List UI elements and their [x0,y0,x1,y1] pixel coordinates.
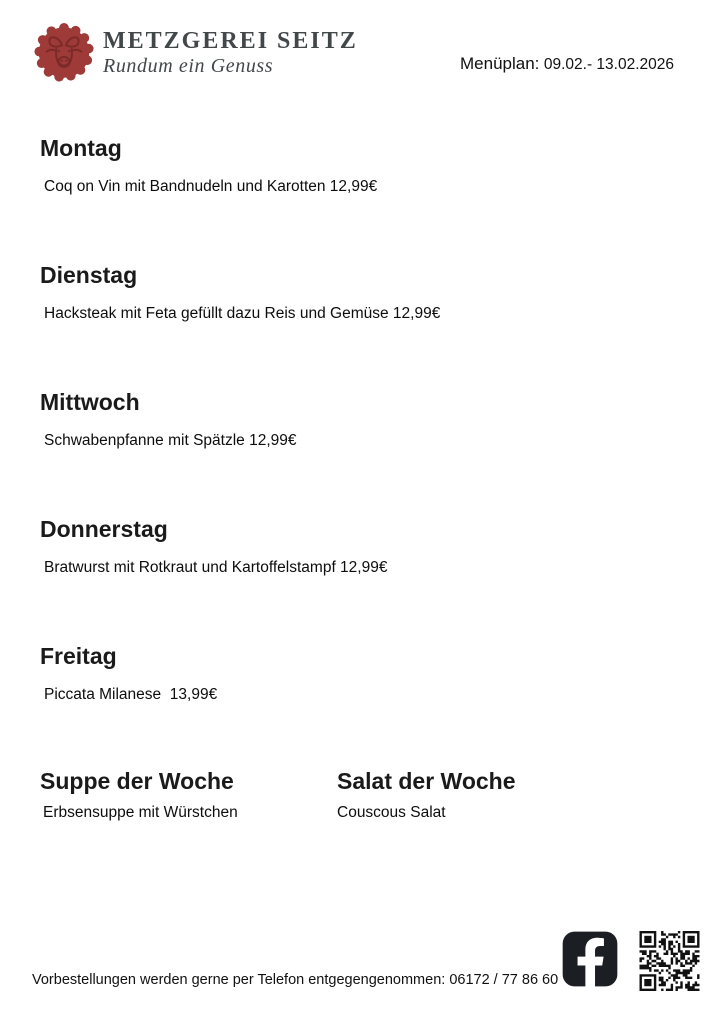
facebook-icon[interactable] [562,931,618,987]
weekly-dish: Couscous Salat [337,804,446,821]
metzgerei-seitz-logo [33,21,358,84]
day-section-montag [40,135,680,195]
weekly-section-salat [337,768,637,821]
weekly-dish: Erbsensuppe mit Würstchen [43,804,238,821]
day-dish: Schwabenpfanne mit Spätzle 12,99€ [44,432,297,449]
brand-name: METZGEREI SEITZ [103,28,358,54]
day-section-mittwoch [40,389,680,449]
weekly-heading: Salat der Woche [337,768,516,794]
menu-plan-label: Menüplan: [460,54,540,73]
menu-plan-dates [460,54,674,74]
day-heading: Dienstag [40,262,138,288]
day-dish: Coq on Vin mit Bandnudeln und Karotten 12,99€ [44,178,378,195]
weekly-heading: Suppe der Woche [40,768,234,794]
day-dish: Piccata Milanese 13,99€ [44,686,218,703]
day-section-freitag [40,643,680,703]
day-heading: Donnerstag [40,516,168,542]
day-heading: Mittwoch [40,389,140,415]
menu-plan-date-range: 09.02.- 13.02.2026 [543,56,674,73]
day-dish: Bratwurst mit Rotkraut und Kartoffelstampf 12,99€ [44,559,388,576]
day-heading: Montag [40,135,122,161]
day-section-donnerstag [40,516,680,576]
wax-seal-bull-icon [33,21,95,84]
day-dish: Hacksteak mit Feta gefüllt dazu Reis und Gemüse 12,99€ [44,305,441,322]
preorder-phone-note: Vorbestellungen werden gerne per Telefon entgegengenommen: 06172 / 77 86 60 [32,972,559,988]
weekly-section-suppe [40,768,340,821]
brand-tagline: Rundum ein Genuss [103,55,274,78]
qr-code [637,931,702,991]
day-section-dienstag [40,262,680,322]
day-heading: Freitag [40,643,117,669]
